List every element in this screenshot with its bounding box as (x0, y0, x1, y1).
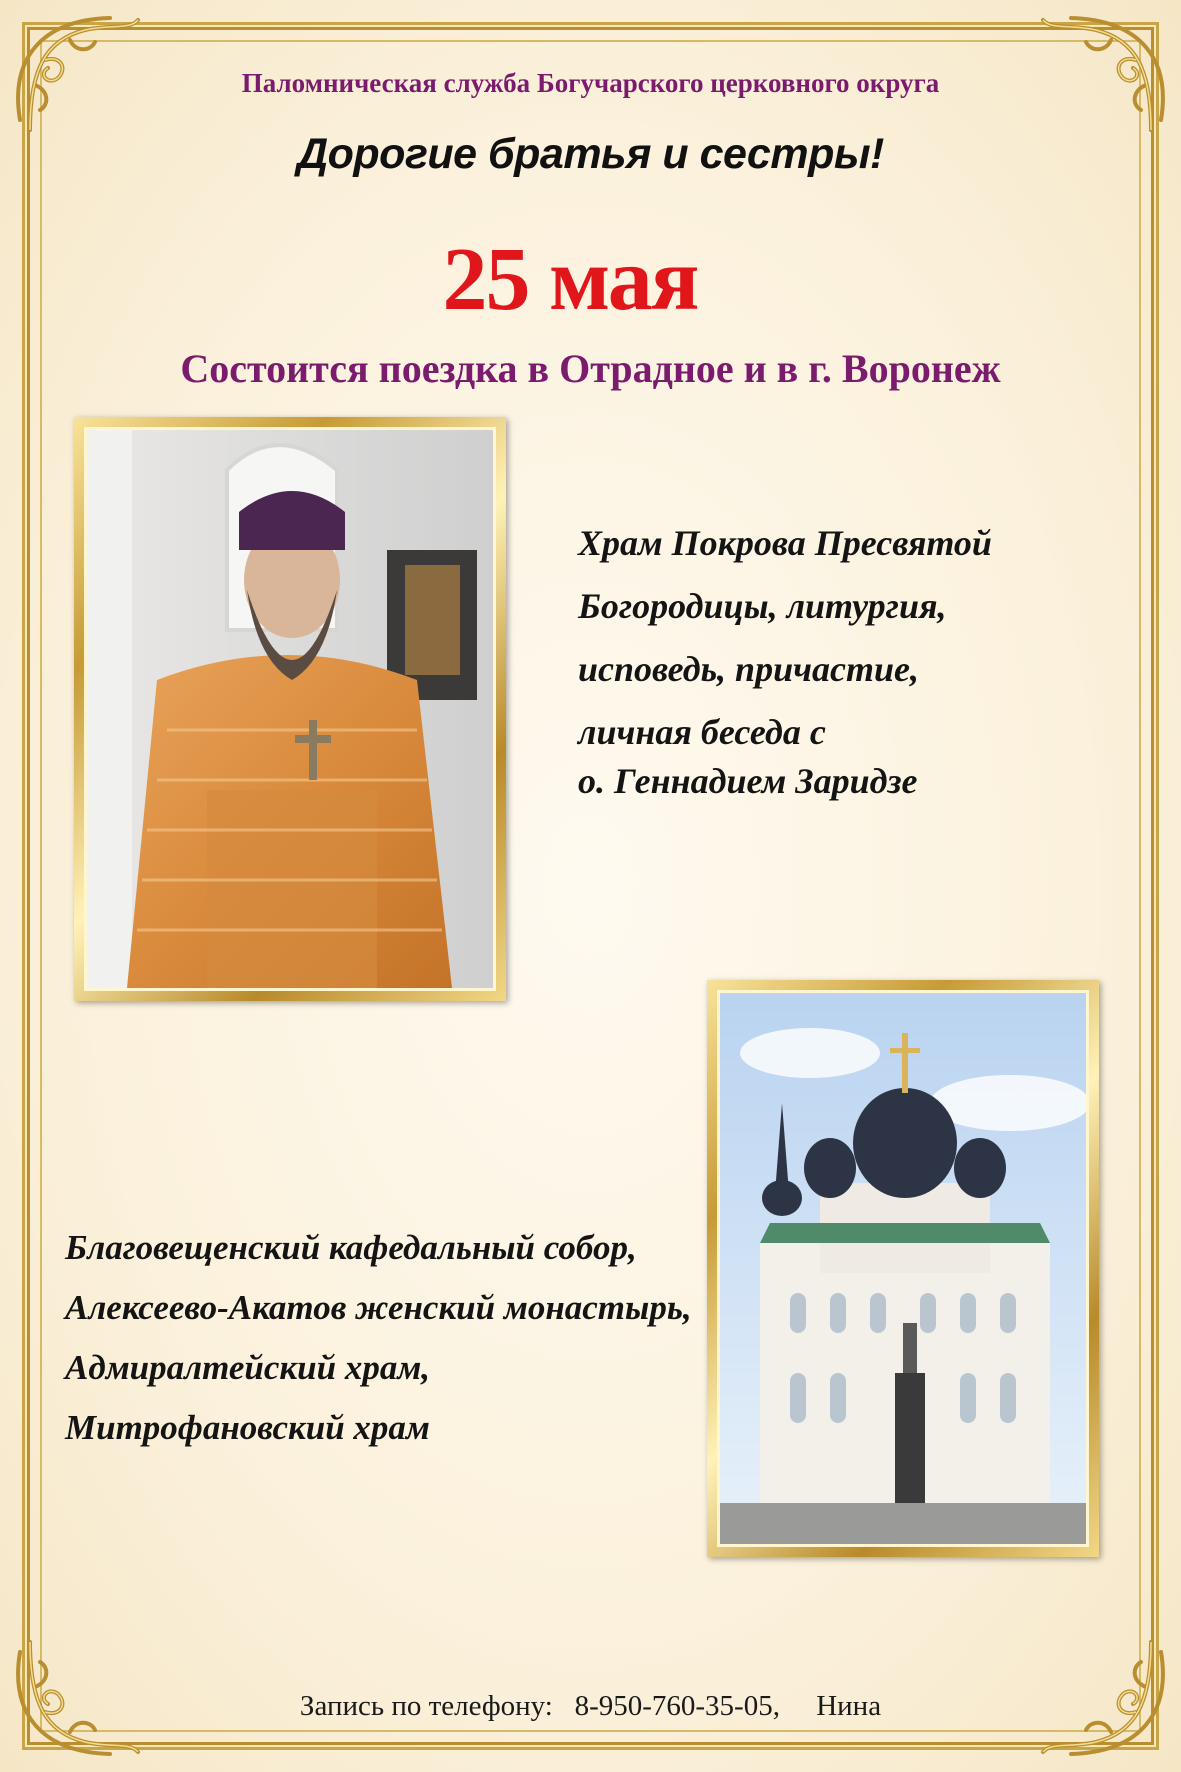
section2-description (65, 1218, 715, 1458)
section1-line: о. Геннадием Заридзе (578, 761, 918, 801)
section2-line: Алексеево-Акатов женский монастырь, (65, 1288, 692, 1327)
section1-description (578, 512, 1138, 813)
event-date: 25 мая (442, 230, 698, 329)
cathedral-photo-frame (707, 980, 1099, 1557)
cathedral-photo (717, 990, 1089, 1547)
contact-name: Нина (816, 1690, 882, 1722)
priest-photo (84, 427, 496, 991)
greeting-heading: Дорогие братья и сестры! (297, 130, 884, 178)
priest-photo-frame (74, 417, 506, 1001)
section2-line: Митрофановский храм (65, 1408, 430, 1447)
contact-phone[interactable]: 8-950-760-35-05, (574, 1690, 780, 1722)
contact-label: Запись по телефону: (299, 1690, 553, 1722)
section2-line: Благовещенский кафедальный собор, (65, 1228, 637, 1267)
section1-line: личная беседа с (578, 712, 826, 752)
section1-line: Храм Покрова Пресвятой (578, 523, 992, 563)
contact-line (0, 1690, 1181, 1723)
organization-name: Паломническая служба Богучарского церковного округа (241, 68, 940, 98)
trip-announcement: Состоится поездка в Отрадное и в г. Воронеж (180, 346, 1001, 391)
section2-line: Адмиралтейский храм, (65, 1348, 431, 1387)
section1-line: Богородицы, литургия, (578, 586, 947, 626)
section1-line: исповедь, причастие, (578, 649, 919, 689)
